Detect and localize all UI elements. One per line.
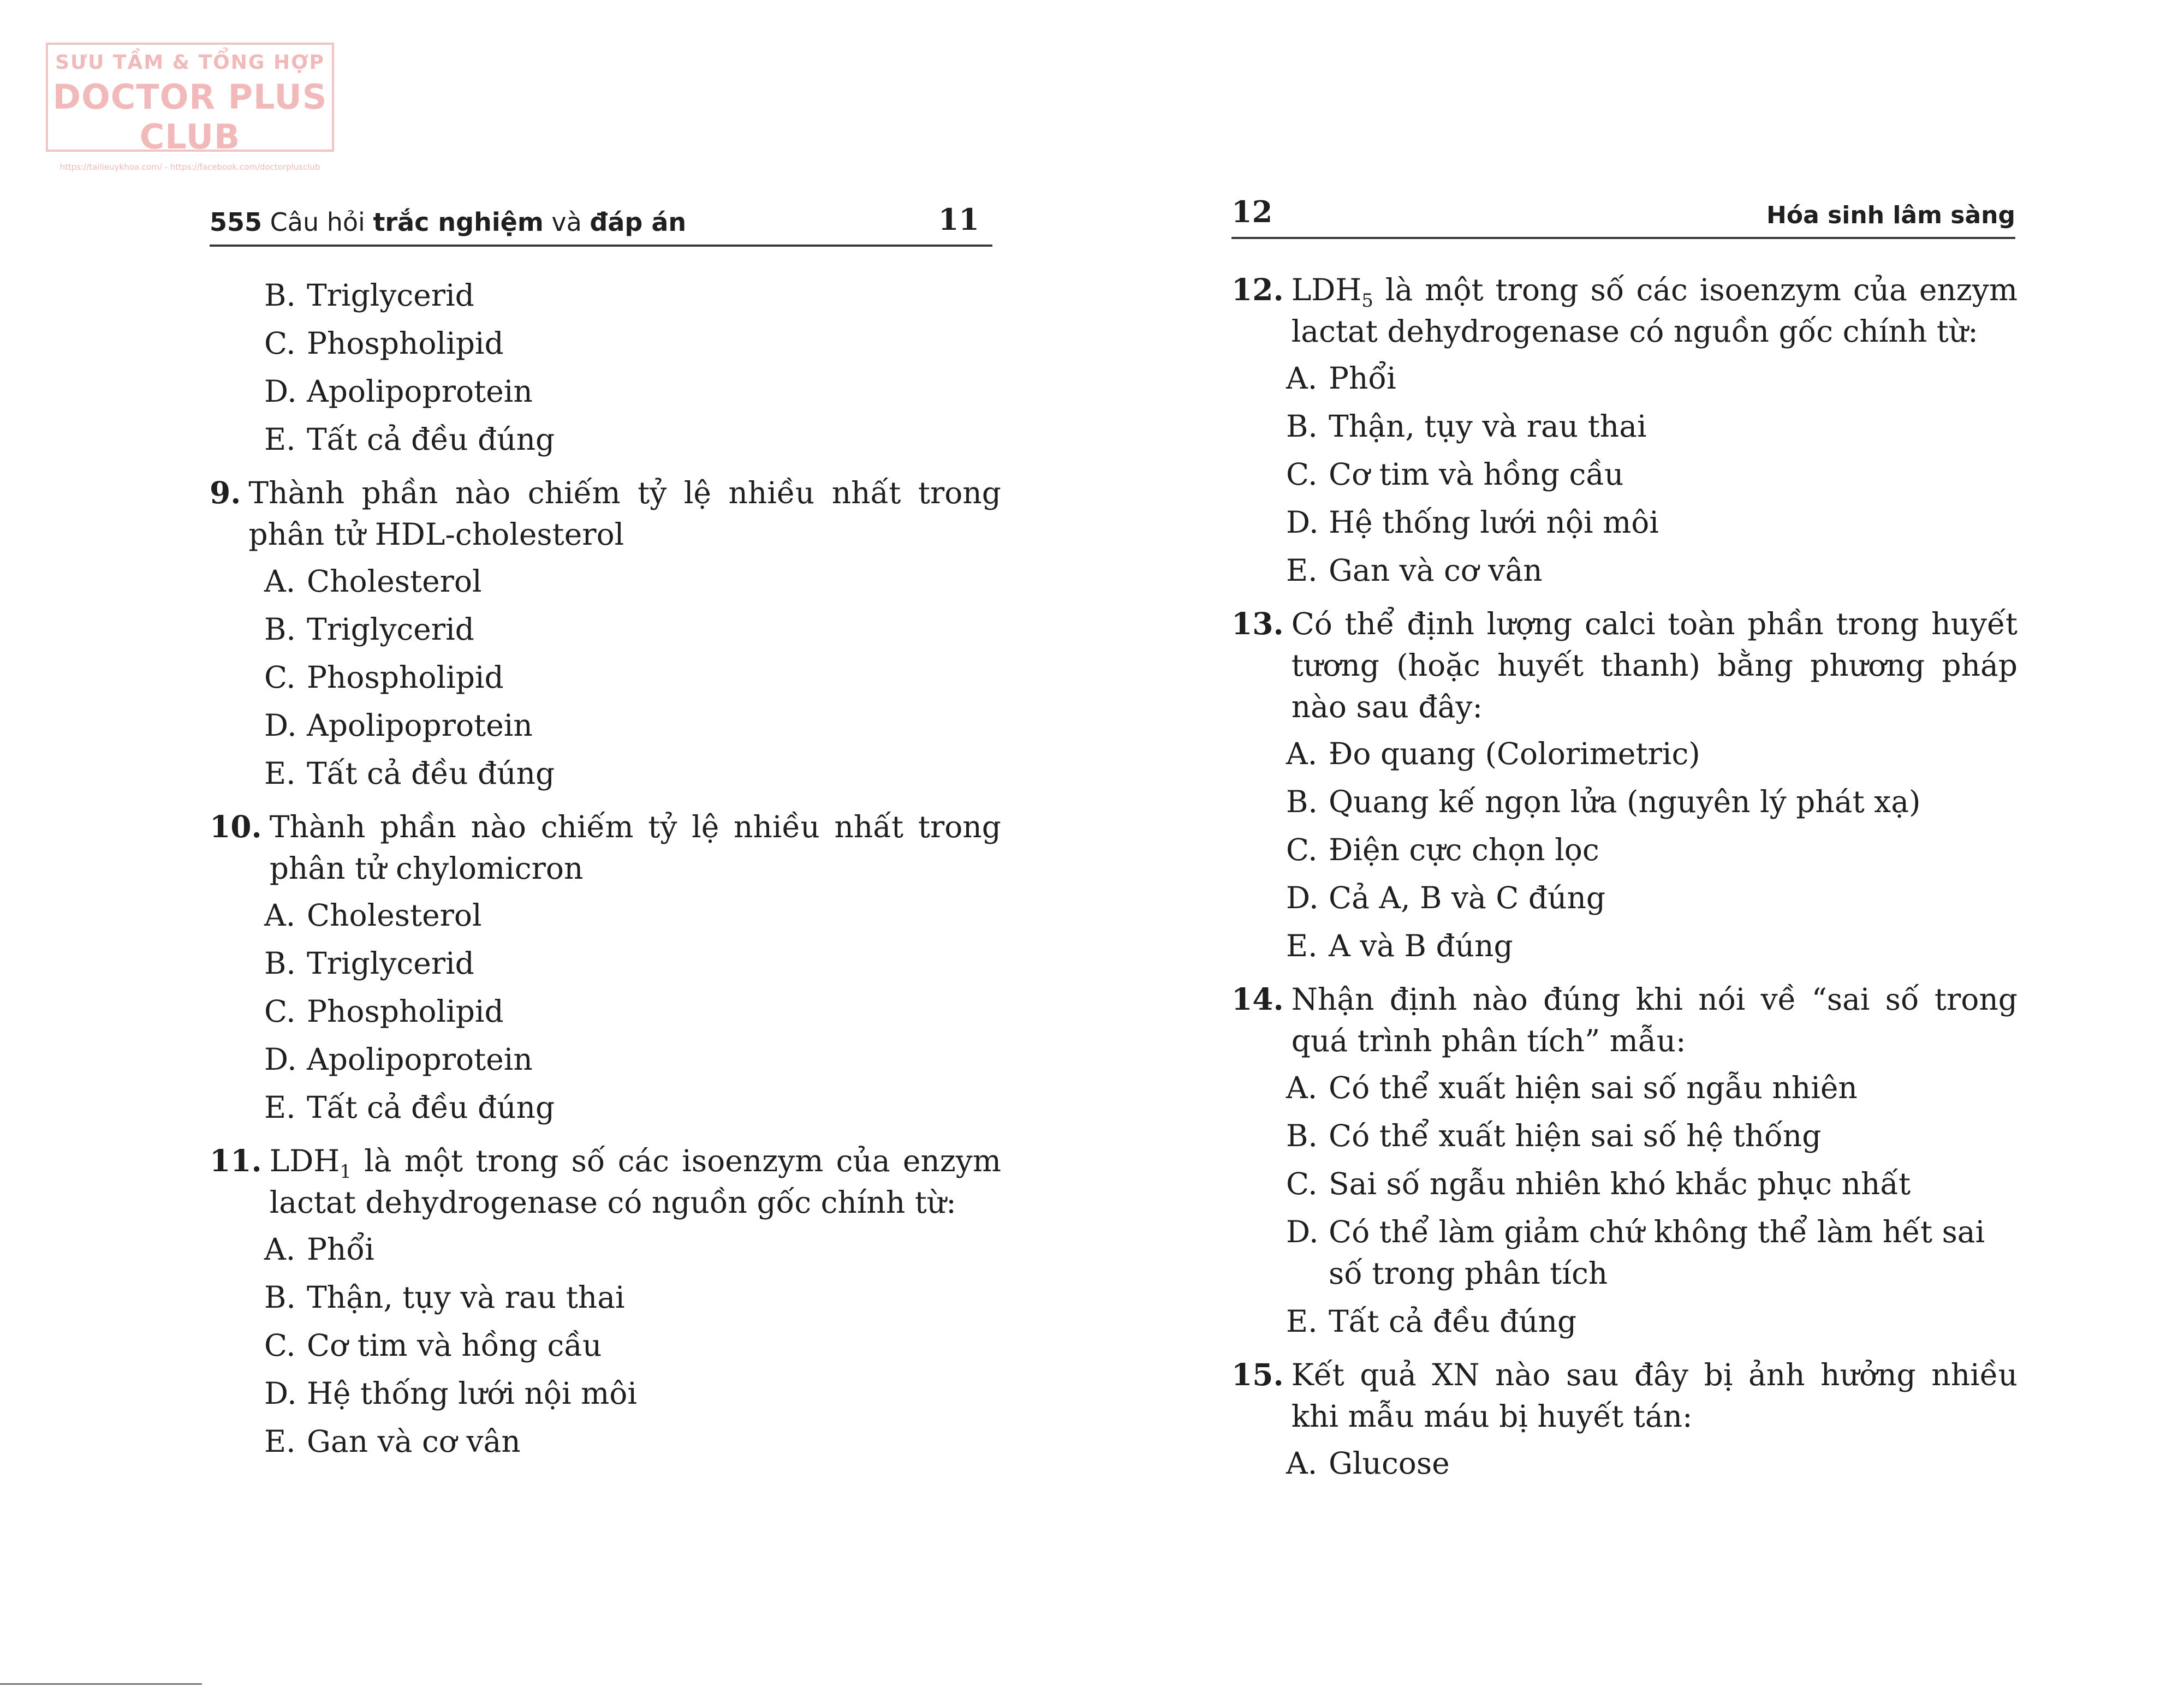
- left-page-number: 11: [938, 202, 979, 237]
- option: B. Thận, tụy và rau thai: [1286, 409, 1647, 444]
- question-number: 15.: [1231, 1357, 1284, 1392]
- question-options: [210, 561, 1001, 794]
- book-title-part2: và: [543, 207, 590, 237]
- option: E. Tất cả đều đúng: [264, 756, 555, 791]
- question-options: [210, 1229, 1001, 1462]
- option: C. Sai số ngẫu nhiên khó khắc phục nhất: [1286, 1166, 1911, 1201]
- question-11: [210, 1140, 1001, 1462]
- book-title: [210, 207, 686, 237]
- option: A. Đo quang (Colorimetric): [1286, 736, 1700, 771]
- right-page-column: [1231, 269, 2018, 1491]
- question-number: 14.: [1231, 981, 1284, 1017]
- book-title-bold1: trắc nghiệm: [373, 207, 544, 237]
- watermark-top-text: SƯU TẦM & TỔNG HỢP: [55, 51, 325, 74]
- book-title-part1: Câu hỏi: [262, 207, 373, 237]
- question-number: 9.: [210, 475, 241, 510]
- option: C. Cơ tim và hồng cầu: [1286, 457, 1624, 492]
- section-title: Hóa sinh lâm sàng: [1766, 201, 2015, 229]
- option: C. Phospholipid: [264, 660, 504, 695]
- question-options: [1231, 733, 2018, 967]
- left-page-header: [210, 202, 992, 247]
- question-number: 12.: [1231, 272, 1284, 307]
- right-page-number: 12: [1231, 194, 1273, 229]
- option: B. Quang kế ngọn lửa (nguyên lý phát xạ): [1286, 784, 1921, 819]
- question-options: [1231, 357, 2018, 591]
- question-options: [1231, 1442, 2018, 1484]
- question-text: Kết quả XN nào sau đây bị ảnh hưởng nhiều khi mẫu máu bị huyết tán:: [1291, 1357, 2018, 1434]
- watermark-stamp: [46, 43, 334, 172]
- question-text: Có thể định lượng calci toàn phần trong huyết tương (hoặc huyết thanh) bằng phương pháp nào sau đây:: [1291, 606, 2018, 724]
- question-text: $LDH_1$ là một trong số các isoenzym của enzym lactat dehydrogenase có nguồn gốc chính từ:: [269, 1143, 1001, 1220]
- watermark-main-text: DOCTOR PLUS CLUB: [52, 77, 328, 157]
- option: B. Triglycerid: [264, 612, 474, 647]
- question-10: [210, 806, 1001, 1128]
- question-text: Thành phần nào chiếm tỷ lệ nhiều nhất trong phân tử chylomicron: [269, 809, 1001, 886]
- left-page-column: [210, 275, 1001, 1469]
- option: D. Hệ thống lưới nội môi: [264, 1376, 637, 1411]
- scan-edge-divider: [0, 1683, 202, 1685]
- option: D. Cả A, B và C đúng: [1286, 880, 1606, 915]
- question-13: [1231, 603, 2018, 967]
- question-options: [210, 895, 1001, 1128]
- option: B. Triglycerid: [264, 278, 474, 313]
- watermark-url-text: https://tailieuykhoa.com/ - https://facebook.com/doctorplusclub: [59, 162, 320, 172]
- option: C. Điện cực chọn lọc: [1286, 832, 1599, 867]
- question-text: Thành phần nào chiếm tỷ lệ nhiều nhất trong phân tử HDL-cholesterol: [248, 475, 1001, 552]
- question-text: Nhận định nào đúng khi nói về “sai số trong quá trình phân tích” mẫu:: [1291, 982, 2018, 1058]
- option: D. Hệ thống lưới nội môi: [1286, 505, 1659, 540]
- option: A. Cholesterol: [264, 564, 482, 599]
- option: A. Phổi: [264, 1232, 374, 1267]
- option: D. Apolipoprotein: [264, 374, 533, 409]
- option: A. Có thể xuất hiện sai số ngẫu nhiên: [1286, 1070, 1858, 1105]
- option: E. Gan và cơ vân: [264, 1424, 521, 1459]
- option: C. Cơ tim và hồng cầu: [264, 1328, 602, 1363]
- option: A. Cholesterol: [264, 898, 482, 933]
- option: E. Tất cả đều đúng: [1286, 1304, 1577, 1339]
- continued-options: [210, 275, 1001, 460]
- question-15: [1231, 1354, 2018, 1484]
- question-number: 13.: [1231, 606, 1284, 641]
- question-12: [1231, 269, 2018, 591]
- question-9: [210, 472, 1001, 794]
- option: B. Triglycerid: [264, 946, 474, 981]
- option: B. Thận, tụy và rau thai: [264, 1280, 625, 1315]
- option: A. Phổi: [1286, 361, 1396, 396]
- option: D. Apolipoprotein: [264, 708, 533, 743]
- question-options: [1231, 1067, 2018, 1342]
- right-page-header: [1231, 195, 2015, 239]
- question-14: [1231, 979, 2018, 1342]
- option: E. Gan và cơ vân: [1286, 553, 1543, 588]
- option: A. Glucose: [1286, 1446, 1450, 1481]
- book-title-bold2: đáp án: [590, 207, 687, 237]
- option: D. Apolipoprotein: [264, 1042, 533, 1077]
- option: D. Có thể làm giảm chứ không thể làm hết sai số trong phân tích: [1286, 1214, 1985, 1291]
- question-number: 10.: [210, 809, 262, 844]
- option: B. Có thể xuất hiện sai số hệ thống: [1286, 1118, 1822, 1153]
- option: E. A và B đúng: [1286, 928, 1513, 963]
- option: E. Tất cả đều đúng: [264, 1090, 555, 1125]
- option: E. Tất cả đều đúng: [264, 422, 555, 457]
- question-text: $LDH_5$ là một trong số các isoenzym của enzym lactat dehydrogenase có nguồn gốc chính từ:: [1291, 272, 2018, 349]
- option: C. Phospholipid: [264, 994, 504, 1029]
- book-title-number: 555: [210, 207, 263, 237]
- question-number: 11.: [210, 1143, 262, 1178]
- option: C. Phospholipid: [264, 326, 504, 361]
